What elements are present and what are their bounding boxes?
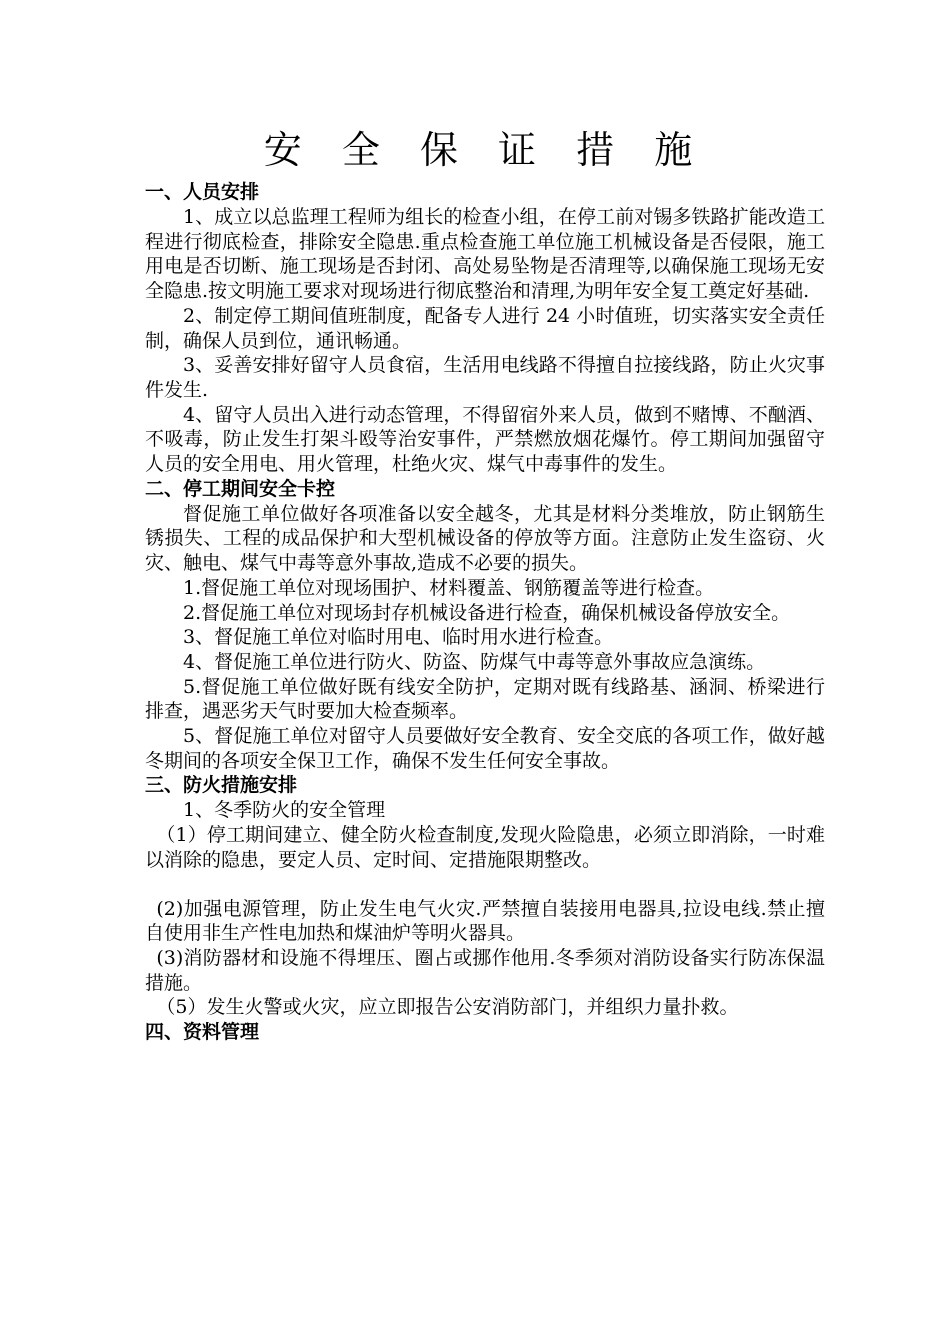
paragraph: （1）停工期间建立、健全防火检查制度,发现火险隐患，必须立即消除，一时难以消除的隐患，要定人员、定时间、定措施限期整改。: [145, 824, 825, 871]
paragraph: 1.督促施工单位对现场围护、材料覆盖、钢筋覆盖等进行检查。: [183, 576, 715, 599]
paragraph: 3、督促施工单位对临时用电、临时用水进行检查。: [183, 626, 614, 649]
paragraph: 4、留守人员出入进行动态管理，不得留宿外来人员，做到不赌博、不酗酒、不吸毒，防止发生打架斗殴等治安事件，严禁燃放烟花爆竹。停工期间加强留守人员的安全用电、用火管理，杜绝火灾、煤气中毒事件的发生。: [145, 403, 825, 476]
blank-line: [145, 873, 825, 897]
paragraph: 3、妥善安排好留守人员食宿，生活用电线路不得擅自拉接线路，防止火灾事件发生.: [145, 354, 825, 401]
paragraph: 5、督促施工单位对留守人员要做好安全教育、安全交底的各项工作，做好越冬期间的各项安全保卫工作，确保不发生任何安全事故。: [145, 725, 825, 772]
paragraph: 2、制定停工期间值班制度，配备专人进行 24 小时值班，切实落实安全责任制，确保人员到位，通讯畅通。: [145, 304, 825, 352]
section-heading-1: 一、人员安排: [145, 181, 260, 203]
document-title: 安 全 保 证 措 施: [263, 128, 707, 172]
paragraph: 2.督促施工单位对现场封存机械设备进行检查，确保机械设备停放安全。: [183, 601, 791, 624]
document-page: [145, 122, 825, 1045]
paragraph: 1、成立以总监理工程师为组长的检查小组，在停工前对锡多铁路扩能改造工程进行彻底检查，排除安全隐患.重点检查施工单位施工机械设备是否侵限，施工用电是否切断、施工现场是否封闭、高处易坠物是否清理等,以确保施工现场无安全隐患.按文明施工要求对现场进行彻底整治和清理,为明年安全复工奠定好基础.: [145, 206, 825, 303]
paragraph: （5）发生火警或火灾，应立即报告公安消防部门，并组织力量扑救。: [156, 996, 739, 1019]
paragraph: (2)加强电源管理，防止发生电气火灾.严禁擅自装接用电器具,拉设电线.禁止擅自使用非生产性电加热和煤油炉等明火器具。: [145, 897, 825, 945]
paragraph: (3)消防器材和设施不得埋压、圈占或挪作他用.冬季须对消防设备实行防冻保温措施。: [145, 946, 825, 994]
paragraph: 1、冬季防火的安全管理: [183, 799, 386, 822]
paragraph: 督促施工单位做好各项准备以安全越冬，尤其是材料分类堆放，防止钢筋生锈损失、工程的成品保护和大型机械设备的停放等方面。注意防止发生盗窃、火灾、触电、煤气中毒等意外事故,造成不必要的损失。: [145, 502, 825, 575]
paragraph: 4、督促施工单位进行防火、防盗、防煤气中毒等意外事故应急演练。: [183, 650, 766, 673]
section-heading-2: 二、停工期间安全卡控: [145, 477, 336, 500]
paragraph: 5.督促施工单位做好既有线安全防护，定期对既有线路基、涵洞、桥梁进行排查，遇恶劣天气时要加大检查频率。: [145, 675, 825, 723]
section-heading-4: 四、资料管理: [145, 1021, 260, 1044]
section-heading-3: 三、防火措施安排: [145, 774, 298, 797]
